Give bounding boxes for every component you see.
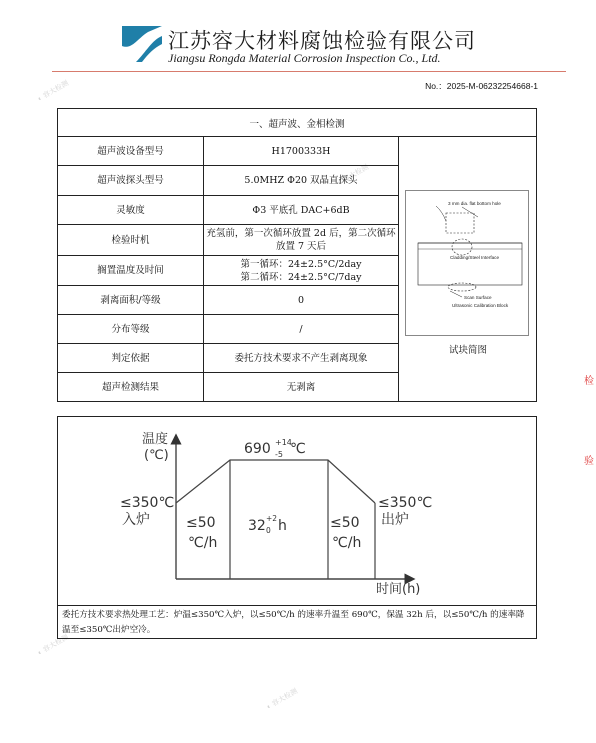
company-name-cn: 江苏容大材料腐蚀检验有限公司 <box>168 29 476 53</box>
table-row <box>58 166 398 196</box>
hold-time: 32 <box>248 518 266 534</box>
end-temp: ≤350℃ <box>378 495 433 511</box>
watermark: ◐ 容大检测 <box>336 163 370 188</box>
hold-unit: h <box>278 518 287 534</box>
end-label: 出炉 <box>381 512 409 528</box>
heat-treatment-chart <box>57 416 537 606</box>
row-label: 超声波探头型号 <box>58 166 204 195</box>
diagram-label-hole: 3 mm dia. flat bottom hole <box>448 201 501 206</box>
diagram-label-block: Ultrasonic Calibration Block <box>452 303 509 308</box>
row-value <box>204 256 398 285</box>
row-label: 判定依据 <box>58 344 204 372</box>
table-row <box>58 196 398 225</box>
table-row <box>58 344 398 373</box>
row-label: 超声波设备型号 <box>58 137 204 165</box>
table-row <box>58 286 398 315</box>
ultrasonic-table <box>57 108 537 402</box>
start-label: 入炉 <box>122 512 150 528</box>
diagram-caption: 试块简图 <box>448 345 487 356</box>
row-value-line: 第一循环：24±2.5°C/2day <box>240 258 362 270</box>
row-value: 充氢前，第一次循环放置 2d 后，第二次循环放置 7 天后 <box>206 228 396 252</box>
hold-tol-upper: +2 <box>266 514 278 523</box>
peak-unit: ℃ <box>290 441 306 457</box>
header-divider <box>52 71 566 72</box>
heat-rate-unit: ℃/h <box>188 535 218 551</box>
row-value: 5.0MHZ Φ20 双晶直探头 <box>244 175 358 186</box>
row-value: 委托方技术要求不产生剥离现象 <box>234 352 368 364</box>
test-block-diagram <box>405 190 529 336</box>
diagram-label-scan: Scan Surface <box>464 295 492 300</box>
row-label: 剥离面积/等级 <box>58 286 204 314</box>
row-label: 灵敏度 <box>58 196 204 224</box>
inspection-stamp: 验 <box>584 456 594 467</box>
peak-tol-upper: +14 <box>275 438 292 447</box>
table-row <box>58 315 398 344</box>
row-value: H1700333H <box>271 145 331 157</box>
row-value: Φ3 平底孔 DAC+6dB <box>252 204 350 216</box>
table-row <box>58 373 398 401</box>
y-axis-unit: (℃) <box>144 448 169 463</box>
row-value: 无剥离 <box>286 381 316 393</box>
inspection-stamp: 检 <box>584 376 594 387</box>
diagram-label-interface: Cladding/Steel Interface <box>450 255 500 260</box>
row-label: 超声检测结果 <box>58 373 204 401</box>
watermark: ◐ 容大检测 <box>265 687 299 712</box>
row-value: 0 <box>297 294 305 306</box>
heat-profile-line <box>176 460 375 503</box>
table-row <box>58 225 398 256</box>
row-label: 检验时机 <box>58 225 204 255</box>
row-label: 搁置温度及时间 <box>58 256 204 285</box>
peak-tol-lower: -5 <box>275 450 283 459</box>
y-axis-title: 温度 <box>142 432 169 447</box>
peak-temp: 690 <box>244 441 271 457</box>
section-title: 一、超声波、金相检测 <box>58 109 536 137</box>
company-name-en: Jiangsu Rongda Material Corrosion Inspection Co., Ltd. <box>168 51 441 65</box>
test-block-panel <box>398 137 536 401</box>
cool-rate-unit: ℃/h <box>332 535 362 551</box>
report-number: No.：2025-M-06232254668-1 <box>425 81 538 91</box>
watermark: ◐ 容大检测 <box>36 633 70 658</box>
x-axis-title: 时间(h) <box>376 582 421 597</box>
heat-treatment-note: 委托方技术要求热处理工艺：炉温≤350℃入炉，以≤50℃/h 的速率升温至 690℃，保温 32h 后，以≤50℃/h 的速率降温至≤350℃出炉空冷。 <box>57 605 537 639</box>
cool-rate: ≤50 <box>330 515 360 531</box>
start-temp: ≤350℃ <box>120 495 175 511</box>
heat-rate: ≤50 <box>186 515 216 531</box>
table-row <box>58 137 398 166</box>
row-label: 分布等级 <box>58 315 204 343</box>
watermark: ◐ 容大检测 <box>36 79 70 104</box>
row-value: / <box>299 323 303 335</box>
row-value-line: 第二循环：24±2.5°C/7day <box>240 271 362 283</box>
company-logo <box>122 26 162 62</box>
hold-tol-lower: 0 <box>266 526 271 535</box>
table-row <box>58 256 398 286</box>
